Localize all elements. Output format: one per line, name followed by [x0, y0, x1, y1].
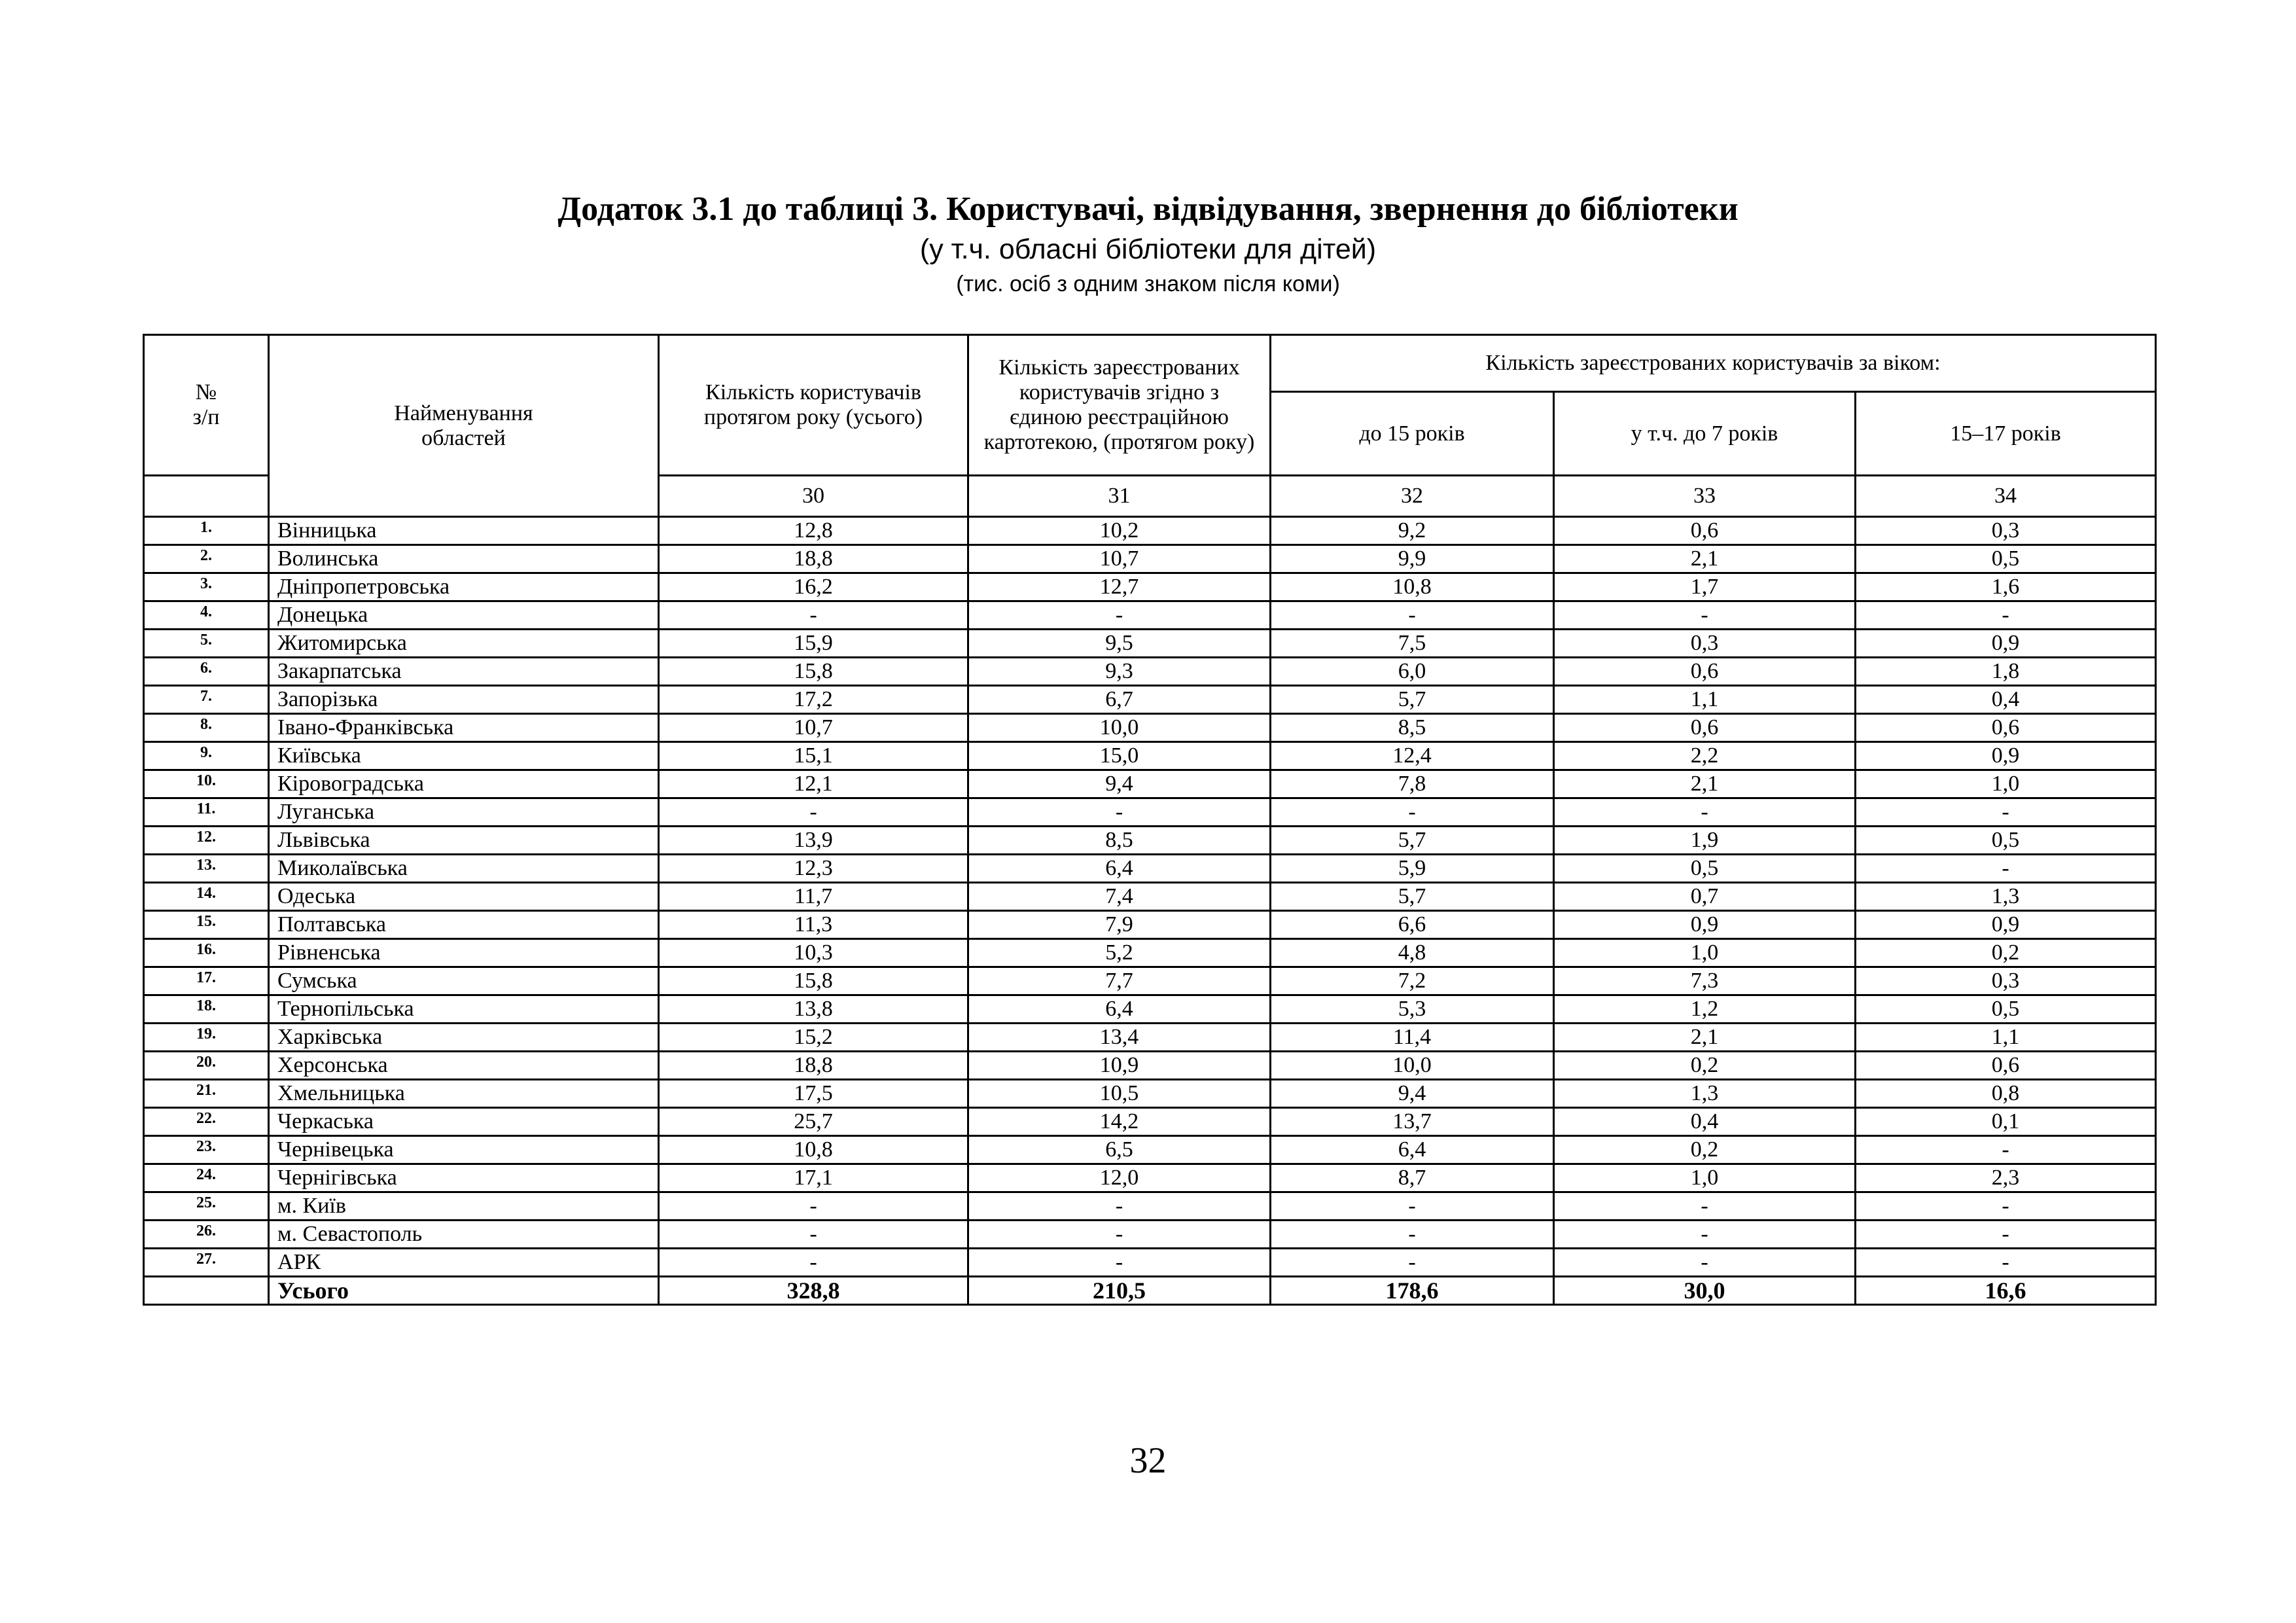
col31-value: 13,4 — [968, 1024, 1271, 1052]
header-num-line2: з/п — [192, 405, 220, 429]
col31-value: 10,9 — [968, 1052, 1271, 1080]
col30-value: 328,8 — [659, 1277, 968, 1305]
col33-value: 1,7 — [1554, 573, 1856, 601]
total-row — [144, 1277, 2156, 1305]
col32-value: 8,5 — [1271, 714, 1554, 742]
col33-value: 1,3 — [1554, 1080, 1856, 1108]
col34-value: - — [1856, 798, 2156, 827]
col30-value: - — [659, 601, 968, 630]
col33-value: 1,1 — [1554, 686, 1856, 714]
col32-value: 178,6 — [1271, 1277, 1554, 1305]
table-row — [144, 1080, 2156, 1108]
row-number: 17. — [144, 967, 269, 995]
table-row — [144, 883, 2156, 911]
header-name-line1: Найменування — [394, 401, 533, 425]
col33-value: 2,1 — [1554, 770, 1856, 798]
col32-value: 4,8 — [1271, 939, 1554, 967]
col34-value: 1,1 — [1856, 1024, 2156, 1052]
col30-value: 11,7 — [659, 883, 968, 911]
colnum: 33 — [1554, 476, 1856, 517]
total-num-empty — [144, 1277, 269, 1305]
col32-value: 13,7 — [1271, 1108, 1554, 1136]
table-row — [144, 686, 2156, 714]
row-number: 2. — [144, 545, 269, 573]
col33-value: - — [1554, 601, 1856, 630]
col32-value: 10,0 — [1271, 1052, 1554, 1080]
col30-value: 10,8 — [659, 1136, 968, 1164]
col31-value: 14,2 — [968, 1108, 1271, 1136]
region-name: Дніпропетровська — [269, 573, 659, 601]
page-subtitle: (у т.ч. обласні бібліотеки для дітей) — [919, 234, 1377, 265]
col30-value: 15,8 — [659, 967, 968, 995]
col34-value: 1,3 — [1856, 883, 2156, 911]
col31-value: 10,5 — [968, 1080, 1271, 1108]
col31-value: 9,4 — [968, 770, 1271, 798]
col32-value: 8,7 — [1271, 1164, 1554, 1192]
region-name: Луганська — [269, 798, 659, 827]
col34-value: 0,6 — [1856, 1052, 2156, 1080]
table-row — [144, 714, 2156, 742]
col33-value: 0,4 — [1554, 1108, 1856, 1136]
header-num — [144, 335, 269, 476]
col32-value: 11,4 — [1271, 1024, 1554, 1052]
table-row — [144, 1108, 2156, 1136]
col32-value: - — [1271, 798, 1554, 827]
col34-value: - — [1856, 855, 2156, 883]
col33-value: 30,0 — [1554, 1277, 1856, 1305]
region-name: Тернопільська — [269, 995, 659, 1024]
col34-value: - — [1856, 1221, 2156, 1249]
region-name: Чернівецька — [269, 1136, 659, 1164]
header-col34: 15–17 років — [1856, 392, 2156, 476]
row-number: 19. — [144, 1024, 269, 1052]
col31-value: 15,0 — [968, 742, 1271, 770]
col33-value: - — [1554, 1249, 1856, 1277]
col32-value: 6,4 — [1271, 1136, 1554, 1164]
col33-value: 2,1 — [1554, 1024, 1856, 1052]
col30-value: - — [659, 1249, 968, 1277]
header-age-group: Кількість зареєстрованих користувачів за віком: — [1271, 335, 2156, 392]
col32-value: - — [1271, 1249, 1554, 1277]
row-number: 13. — [144, 855, 269, 883]
page-title: Додаток 3.1 до таблиці 3. Користувачі, відвідування, звернення до бібліотеки — [557, 190, 1739, 228]
col34-value: 0,8 — [1856, 1080, 2156, 1108]
row-number: 11. — [144, 798, 269, 827]
table-row — [144, 1136, 2156, 1164]
row-number: 8. — [144, 714, 269, 742]
col30-value: 12,8 — [659, 517, 968, 545]
col30-value: 11,3 — [659, 911, 968, 939]
row-number: 16. — [144, 939, 269, 967]
table-row — [144, 601, 2156, 630]
table-row — [144, 1024, 2156, 1052]
col33-value: 0,2 — [1554, 1052, 1856, 1080]
region-name: Одеська — [269, 883, 659, 911]
col31-value: 210,5 — [968, 1277, 1271, 1305]
col34-value: 0,4 — [1856, 686, 2156, 714]
col33-value: 7,3 — [1554, 967, 1856, 995]
col34-value: 0,5 — [1856, 995, 2156, 1024]
col30-value: 17,1 — [659, 1164, 968, 1192]
region-name: Закарпатська — [269, 658, 659, 686]
col34-value: 0,6 — [1856, 714, 2156, 742]
table-row — [144, 1052, 2156, 1080]
row-number: 6. — [144, 658, 269, 686]
col32-value: 9,4 — [1271, 1080, 1554, 1108]
row-number: 4. — [144, 601, 269, 630]
region-name: Хмельницька — [269, 1080, 659, 1108]
col34-value: 0,5 — [1856, 827, 2156, 855]
header-col32: до 15 років — [1271, 392, 1554, 476]
col33-value: 0,3 — [1554, 630, 1856, 658]
table-row — [144, 742, 2156, 770]
col31-value: - — [968, 1192, 1271, 1221]
col31-value: 6,5 — [968, 1136, 1271, 1164]
col33-value: 0,6 — [1554, 658, 1856, 686]
region-name: Миколаївська — [269, 855, 659, 883]
region-name: Чернігівська — [269, 1164, 659, 1192]
region-name: Харківська — [269, 1024, 659, 1052]
col34-value: 0,9 — [1856, 742, 2156, 770]
col33-value: 0,6 — [1554, 714, 1856, 742]
table-row — [144, 911, 2156, 939]
region-name: Житомирська — [269, 630, 659, 658]
col33-value: 1,2 — [1554, 995, 1856, 1024]
region-name: Сумська — [269, 967, 659, 995]
row-number: 14. — [144, 883, 269, 911]
region-name: Рівненська — [269, 939, 659, 967]
col33-value: 0,6 — [1554, 517, 1856, 545]
col34-value: 0,3 — [1856, 517, 2156, 545]
page-number: 32 — [1129, 1440, 1167, 1481]
colnum: 31 — [968, 476, 1271, 517]
col33-value: 0,7 — [1554, 883, 1856, 911]
col32-value: 10,8 — [1271, 573, 1554, 601]
col34-value: 0,5 — [1856, 545, 2156, 573]
col32-value: - — [1271, 1192, 1554, 1221]
col31-value: 6,4 — [968, 995, 1271, 1024]
col32-value: 7,8 — [1271, 770, 1554, 798]
col32-value: 5,7 — [1271, 686, 1554, 714]
col33-value: - — [1554, 798, 1856, 827]
table-row — [144, 827, 2156, 855]
colnum: 32 — [1271, 476, 1554, 517]
col33-value: 2,2 — [1554, 742, 1856, 770]
col31-value: 10,2 — [968, 517, 1271, 545]
col33-value: 1,9 — [1554, 827, 1856, 855]
col30-value: 13,9 — [659, 827, 968, 855]
col32-value: 7,5 — [1271, 630, 1554, 658]
region-name: Донецька — [269, 601, 659, 630]
col31-value: 9,3 — [968, 658, 1271, 686]
col30-value: 15,1 — [659, 742, 968, 770]
table-row — [144, 630, 2156, 658]
region-name: Івано-Франківська — [269, 714, 659, 742]
row-number: 7. — [144, 686, 269, 714]
col33-value: - — [1554, 1192, 1856, 1221]
col32-value: 9,9 — [1271, 545, 1554, 573]
header-num-empty — [144, 476, 269, 517]
col30-value: 12,1 — [659, 770, 968, 798]
col34-value: 1,0 — [1856, 770, 2156, 798]
col30-value: 18,8 — [659, 1052, 968, 1080]
header-num-line1: № — [195, 380, 217, 404]
row-number: 26. — [144, 1221, 269, 1249]
col31-value: - — [968, 1221, 1271, 1249]
col32-value: 5,7 — [1271, 883, 1554, 911]
col32-value: 12,4 — [1271, 742, 1554, 770]
region-name: м. Севастополь — [269, 1221, 659, 1249]
table-row — [144, 1221, 2156, 1249]
row-number: 24. — [144, 1164, 269, 1192]
region-name: Запорізька — [269, 686, 659, 714]
col30-value: 17,2 — [659, 686, 968, 714]
col31-value: - — [968, 601, 1271, 630]
col30-value: 18,8 — [659, 545, 968, 573]
col30-value: 16,2 — [659, 573, 968, 601]
col31-value: 5,2 — [968, 939, 1271, 967]
row-number: 10. — [144, 770, 269, 798]
col31-value: 7,7 — [968, 967, 1271, 995]
data-table — [143, 334, 2157, 1306]
header-name — [269, 335, 659, 517]
table-row — [144, 658, 2156, 686]
table-body — [144, 517, 2156, 1305]
col31-value: 10,7 — [968, 545, 1271, 573]
row-number: 20. — [144, 1052, 269, 1080]
col31-value: 10,0 — [968, 714, 1271, 742]
row-number: 22. — [144, 1108, 269, 1136]
col34-value: 0,2 — [1856, 939, 2156, 967]
col32-value: 6,0 — [1271, 658, 1554, 686]
table-row — [144, 939, 2156, 967]
col34-value: - — [1856, 1136, 2156, 1164]
table-row — [144, 967, 2156, 995]
col30-value: 15,2 — [659, 1024, 968, 1052]
row-number: 12. — [144, 827, 269, 855]
table-row — [144, 1249, 2156, 1277]
col33-value: 0,2 — [1554, 1136, 1856, 1164]
col34-value: - — [1856, 1192, 2156, 1221]
header-col31: Кількість зареєстрованих користувачів згідно з єдиною реєстраційною картотекою, (протягом року) — [968, 335, 1271, 476]
header-col30: Кількість користувачів протягом року (усього) — [659, 335, 968, 476]
table-row — [144, 1192, 2156, 1221]
col31-value: 9,5 — [968, 630, 1271, 658]
col33-value: 1,0 — [1554, 939, 1856, 967]
region-name: Черкаська — [269, 1108, 659, 1136]
col31-value: 6,7 — [968, 686, 1271, 714]
col31-value: 12,0 — [968, 1164, 1271, 1192]
col30-value: - — [659, 798, 968, 827]
col34-value: 0,9 — [1856, 911, 2156, 939]
row-number: 21. — [144, 1080, 269, 1108]
col31-value: 7,9 — [968, 911, 1271, 939]
col34-value: 1,6 — [1856, 573, 2156, 601]
col30-value: - — [659, 1192, 968, 1221]
col32-value: - — [1271, 601, 1554, 630]
region-name: Кіровоградська — [269, 770, 659, 798]
col30-value: - — [659, 1221, 968, 1249]
table-row — [144, 855, 2156, 883]
units-note: (тис. осіб з одним знаком після коми) — [956, 272, 1340, 296]
region-name: Вінницька — [269, 517, 659, 545]
row-number: 27. — [144, 1249, 269, 1277]
col30-value: 25,7 — [659, 1108, 968, 1136]
col33-value: 1,0 — [1554, 1164, 1856, 1192]
col34-value: - — [1856, 601, 2156, 630]
col30-value: 10,3 — [659, 939, 968, 967]
header-row-group — [144, 335, 2156, 392]
region-name: Львівська — [269, 827, 659, 855]
region-name: Волинська — [269, 545, 659, 573]
colnum: 30 — [659, 476, 968, 517]
total-label: Усього — [269, 1277, 659, 1305]
row-number: 25. — [144, 1192, 269, 1221]
table-row — [144, 545, 2156, 573]
col30-value: 12,3 — [659, 855, 968, 883]
col34-value: 2,3 — [1856, 1164, 2156, 1192]
table-row — [144, 1164, 2156, 1192]
col30-value: 10,7 — [659, 714, 968, 742]
region-name: Київська — [269, 742, 659, 770]
header-col33: у т.ч. до 7 років — [1554, 392, 1856, 476]
col32-value: 5,3 — [1271, 995, 1554, 1024]
header-name-line2: областей — [421, 425, 506, 450]
row-number: 15. — [144, 911, 269, 939]
colnum: 34 — [1856, 476, 2156, 517]
col33-value: 2,1 — [1554, 545, 1856, 573]
col34-value: 1,8 — [1856, 658, 2156, 686]
col30-value: 15,9 — [659, 630, 968, 658]
col34-value: 16,6 — [1856, 1277, 2156, 1305]
col32-value: - — [1271, 1221, 1554, 1249]
col33-value: - — [1554, 1221, 1856, 1249]
row-number: 23. — [144, 1136, 269, 1164]
col32-value: 5,9 — [1271, 855, 1554, 883]
table-row — [144, 798, 2156, 827]
row-number: 1. — [144, 517, 269, 545]
table-row — [144, 517, 2156, 545]
row-number: 9. — [144, 742, 269, 770]
region-name: м. Київ — [269, 1192, 659, 1221]
col31-value: - — [968, 798, 1271, 827]
table-row — [144, 573, 2156, 601]
col33-value: 0,9 — [1554, 911, 1856, 939]
col30-value: 15,8 — [659, 658, 968, 686]
region-name: АРК — [269, 1249, 659, 1277]
col31-value: 8,5 — [968, 827, 1271, 855]
col31-value: 6,4 — [968, 855, 1271, 883]
col34-value: 0,9 — [1856, 630, 2156, 658]
col32-value: 7,2 — [1271, 967, 1554, 995]
table-row — [144, 995, 2156, 1024]
region-name: Херсонська — [269, 1052, 659, 1080]
col34-value: - — [1856, 1249, 2156, 1277]
col31-value: - — [968, 1249, 1271, 1277]
col31-value: 12,7 — [968, 573, 1271, 601]
row-number: 5. — [144, 630, 269, 658]
col33-value: 0,5 — [1554, 855, 1856, 883]
col34-value: 0,1 — [1856, 1108, 2156, 1136]
row-number: 18. — [144, 995, 269, 1024]
col31-value: 7,4 — [968, 883, 1271, 911]
col30-value: 17,5 — [659, 1080, 968, 1108]
col30-value: 13,8 — [659, 995, 968, 1024]
col32-value: 6,6 — [1271, 911, 1554, 939]
col32-value: 5,7 — [1271, 827, 1554, 855]
region-name: Полтавська — [269, 911, 659, 939]
table-row — [144, 770, 2156, 798]
row-number: 3. — [144, 573, 269, 601]
col32-value: 9,2 — [1271, 517, 1554, 545]
col34-value: 0,3 — [1856, 967, 2156, 995]
